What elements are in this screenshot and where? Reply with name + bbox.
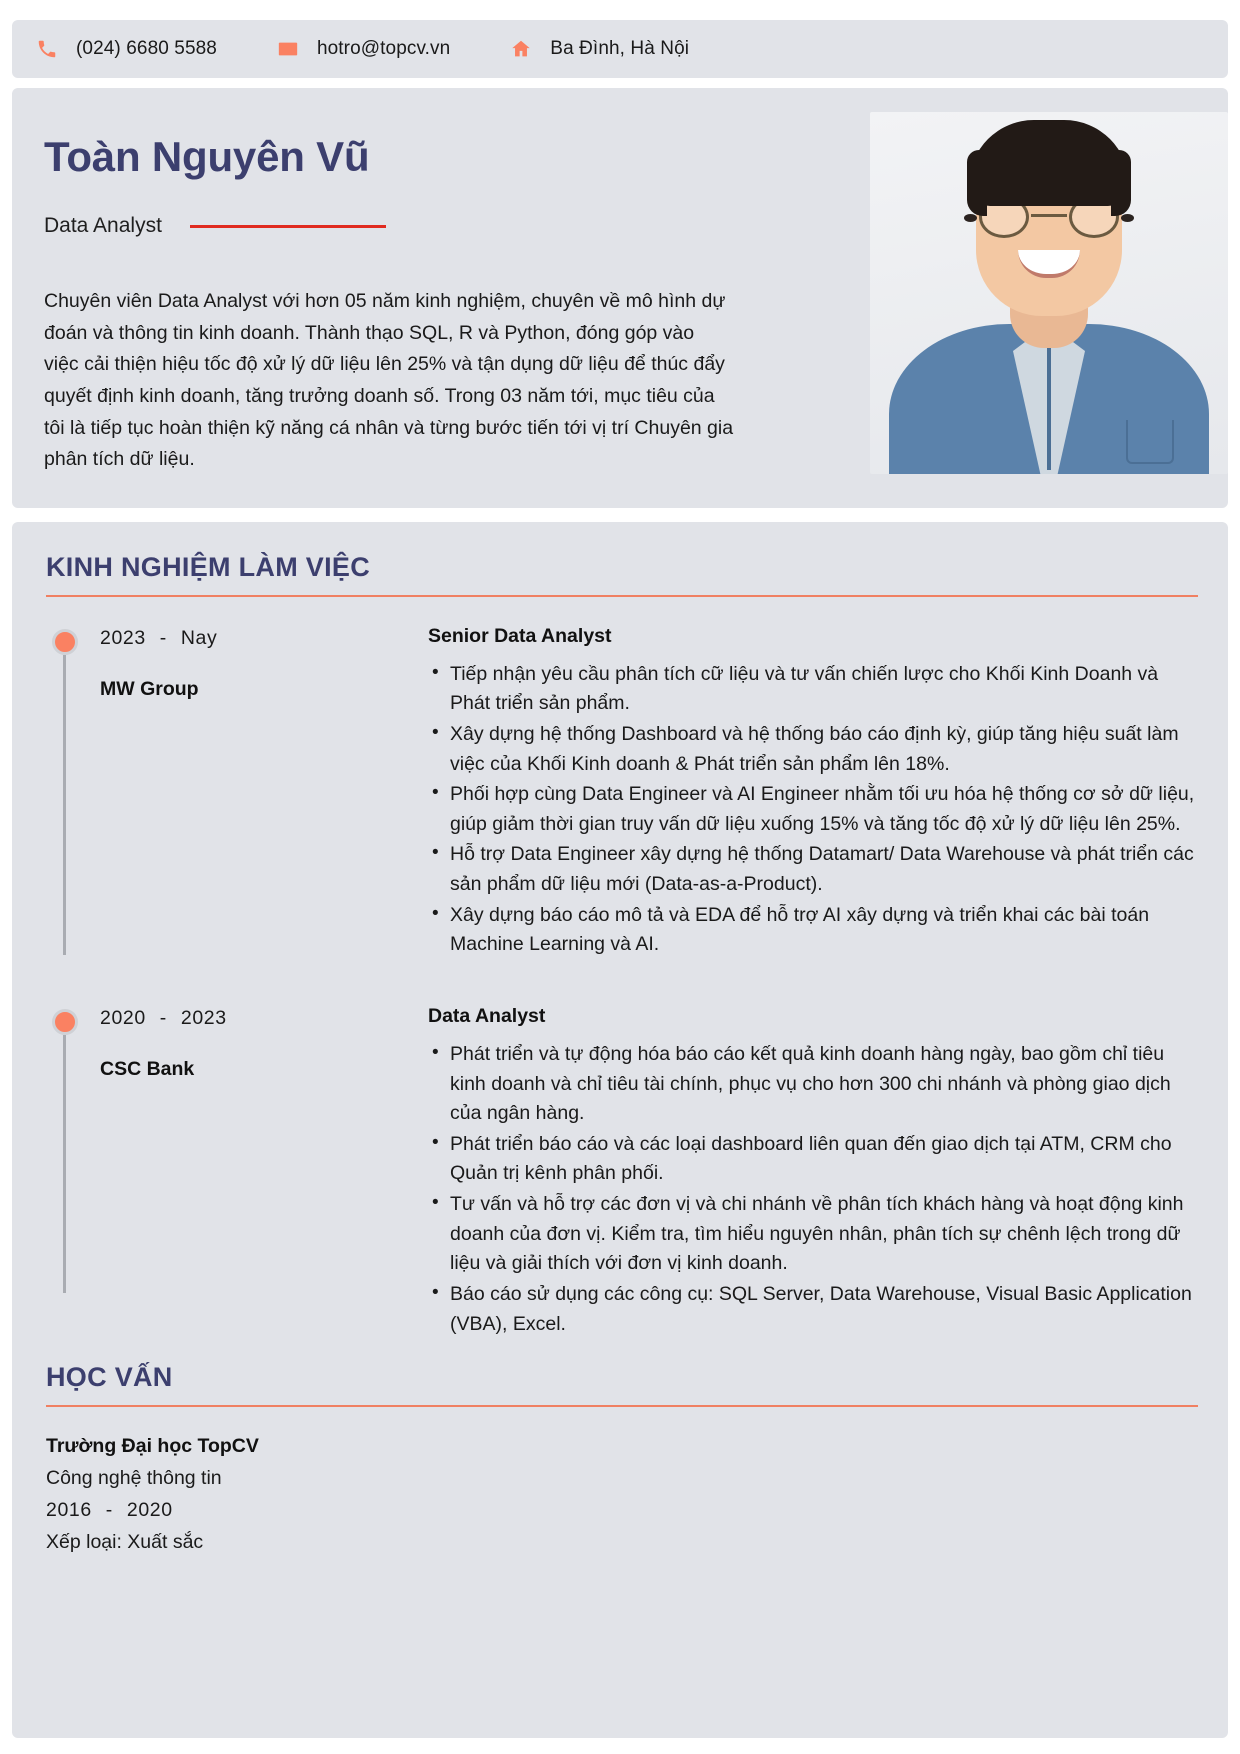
list-item: • Báo cáo sử dụng các công cụ: SQL Server, Data Warehouse, Visual Basic Application (VBA), Excel.	[428, 1280, 1198, 1339]
education-major: Công nghệ thông tin	[46, 1467, 222, 1490]
experience-details	[428, 623, 1198, 961]
list-item: • Tiếp nhận yêu cầu phân tích cữ liệu và tư vấn chiến lược cho Khối Kinh Doanh và Phát triển sản phẩm.	[428, 660, 1198, 719]
experience-entry	[46, 623, 1198, 961]
profile-summary: Chuyên viên Data Analyst với hơn 05 năm kinh nghiệm, chuyên về mô hình dự đoán và thông tin kinh doanh. Thành thạo SQL, R và Python, đóng góp vào việc cải thiện hiệu tốc độ xử lý dữ liệu lên 25% và tận dụng dữ liệu để thúc đẩy quyết định kinh doanh, tăng trưởng doanh số. Trong 03 năm tới, mục tiêu của tôi là tiếp tục hoàn thiện kỹ năng cá nhân và từng bước tiến tới vị trí Chuyên gia phân tích dữ liệu.	[44, 290, 734, 471]
experience-dates	[100, 627, 428, 650]
contact-item-phone[interactable]	[34, 36, 217, 62]
avatar	[870, 112, 1228, 486]
section-experience	[46, 552, 1198, 1341]
profile-header	[12, 88, 1228, 508]
experience-meta	[100, 623, 428, 961]
date-separator: -	[159, 626, 167, 649]
section-title-education: HỌC VẤN	[46, 1362, 173, 1393]
contact-bar	[12, 20, 1228, 78]
timeline-line	[63, 1035, 66, 1293]
contact-item-email[interactable]	[275, 36, 450, 62]
list-item: • Xây dựng báo cáo mô tả và EDA để hỗ trợ AI xây dựng và triển khai các bài toán Machine Learning và AI.	[428, 901, 1198, 960]
education-years	[46, 1499, 1198, 1522]
date-start: 2023	[100, 626, 146, 649]
contact-address-text: Ba Đình, Hà Nội	[550, 38, 690, 59]
date-end: 2023	[180, 1006, 227, 1029]
list-item: • Phát triển và tự động hóa báo cáo kết quả kinh doanh hàng ngày, bao gồm chỉ tiêu kinh doanh và chỉ tiêu tài chính, phục vụ cho hơn 300 chi nhánh và phòng giao dịch của ngân hàng.	[428, 1040, 1198, 1129]
section-divider	[46, 1405, 1198, 1407]
experience-company: CSC Bank	[100, 1057, 195, 1080]
education-year-start: 2016	[46, 1499, 92, 1522]
timeline	[46, 623, 100, 961]
title-accent-rule	[190, 225, 386, 228]
profile-text-column	[12, 112, 870, 486]
experience-company: MW Group	[100, 677, 199, 700]
section-divider	[46, 595, 1198, 597]
date-separator: -	[159, 1006, 167, 1029]
experience-role: Senior Data Analyst	[428, 624, 612, 647]
experience-details	[428, 1003, 1198, 1340]
experience-entry	[46, 1003, 1198, 1340]
phone-icon	[34, 36, 60, 62]
list-item: • Phát triển báo cáo và các loại dashboard liên quan đến giao dịch tại ATM, CRM cho Quản trị kênh phân phối.	[428, 1130, 1198, 1189]
date-end: Nay	[180, 626, 218, 649]
list-item: • Hỗ trợ Data Engineer xây dựng hệ thống Datamart/ Data Warehouse và phát triển các sản phẩm dữ liệu mới (Data-as-a-Product).	[428, 840, 1198, 899]
education-year-end: 2020	[126, 1499, 173, 1522]
timeline-dot-icon	[52, 1009, 78, 1035]
contact-item-address[interactable]	[508, 36, 689, 62]
education-grade: Xếp loại: Xuất sắc	[46, 1531, 204, 1554]
list-item: • Xây dựng hệ thống Dashboard và hệ thống báo cáo định kỳ, giúp tăng hiệu suất làm việc của Khối Kinh doanh & Phát triển sản phẩm lên 18%.	[428, 720, 1198, 779]
contact-email-text: hotro@topcv.vn	[316, 38, 451, 59]
education-entry	[46, 1433, 1198, 1554]
experience-bullet-list	[428, 660, 1198, 960]
experience-role: Data Analyst	[428, 1004, 546, 1027]
timeline-line	[63, 655, 66, 955]
experience-dates	[100, 1007, 428, 1030]
avatar-photo	[870, 112, 1228, 474]
list-item: • Phối hợp cùng Data Engineer và AI Engineer nhằm tối ưu hóa hệ thống cơ sở dữ liệu, giúp giảm thời gian truy vấn dữ liệu xuống 15% và tăng tốc độ xử lý dữ liệu lên 25%.	[428, 780, 1198, 839]
list-item: • Tư vấn và hỗ trợ các đơn vị và chi nhánh về phân tích khách hàng và hoạt động kinh doanh của đơn vị. Kiểm tra, tìm hiểu nguyên nhân, phân tích sự chênh lệch trong dữ liệu và giải thích với đơn vị kinh doanh.	[428, 1190, 1198, 1279]
home-icon	[508, 36, 534, 62]
experience-meta	[100, 1003, 428, 1340]
timeline-dot-icon	[52, 629, 78, 655]
job-title-row	[44, 214, 840, 238]
job-title: Data Analyst	[44, 214, 162, 238]
contact-phone-text: (024) 6680 5588	[76, 38, 217, 59]
section-education	[46, 1362, 1198, 1554]
cv-body	[12, 522, 1228, 1738]
education-year-separator: -	[105, 1499, 113, 1522]
envelope-icon	[275, 36, 301, 62]
section-title-experience: KINH NGHIỆM LÀM VIỆC	[46, 551, 371, 582]
page-title: Toàn Nguyên Vũ	[44, 133, 370, 180]
date-start: 2020	[100, 1006, 146, 1029]
education-school: Trường Đại học TopCV	[46, 1435, 259, 1458]
timeline	[46, 1003, 100, 1340]
experience-bullet-list	[428, 1040, 1198, 1339]
